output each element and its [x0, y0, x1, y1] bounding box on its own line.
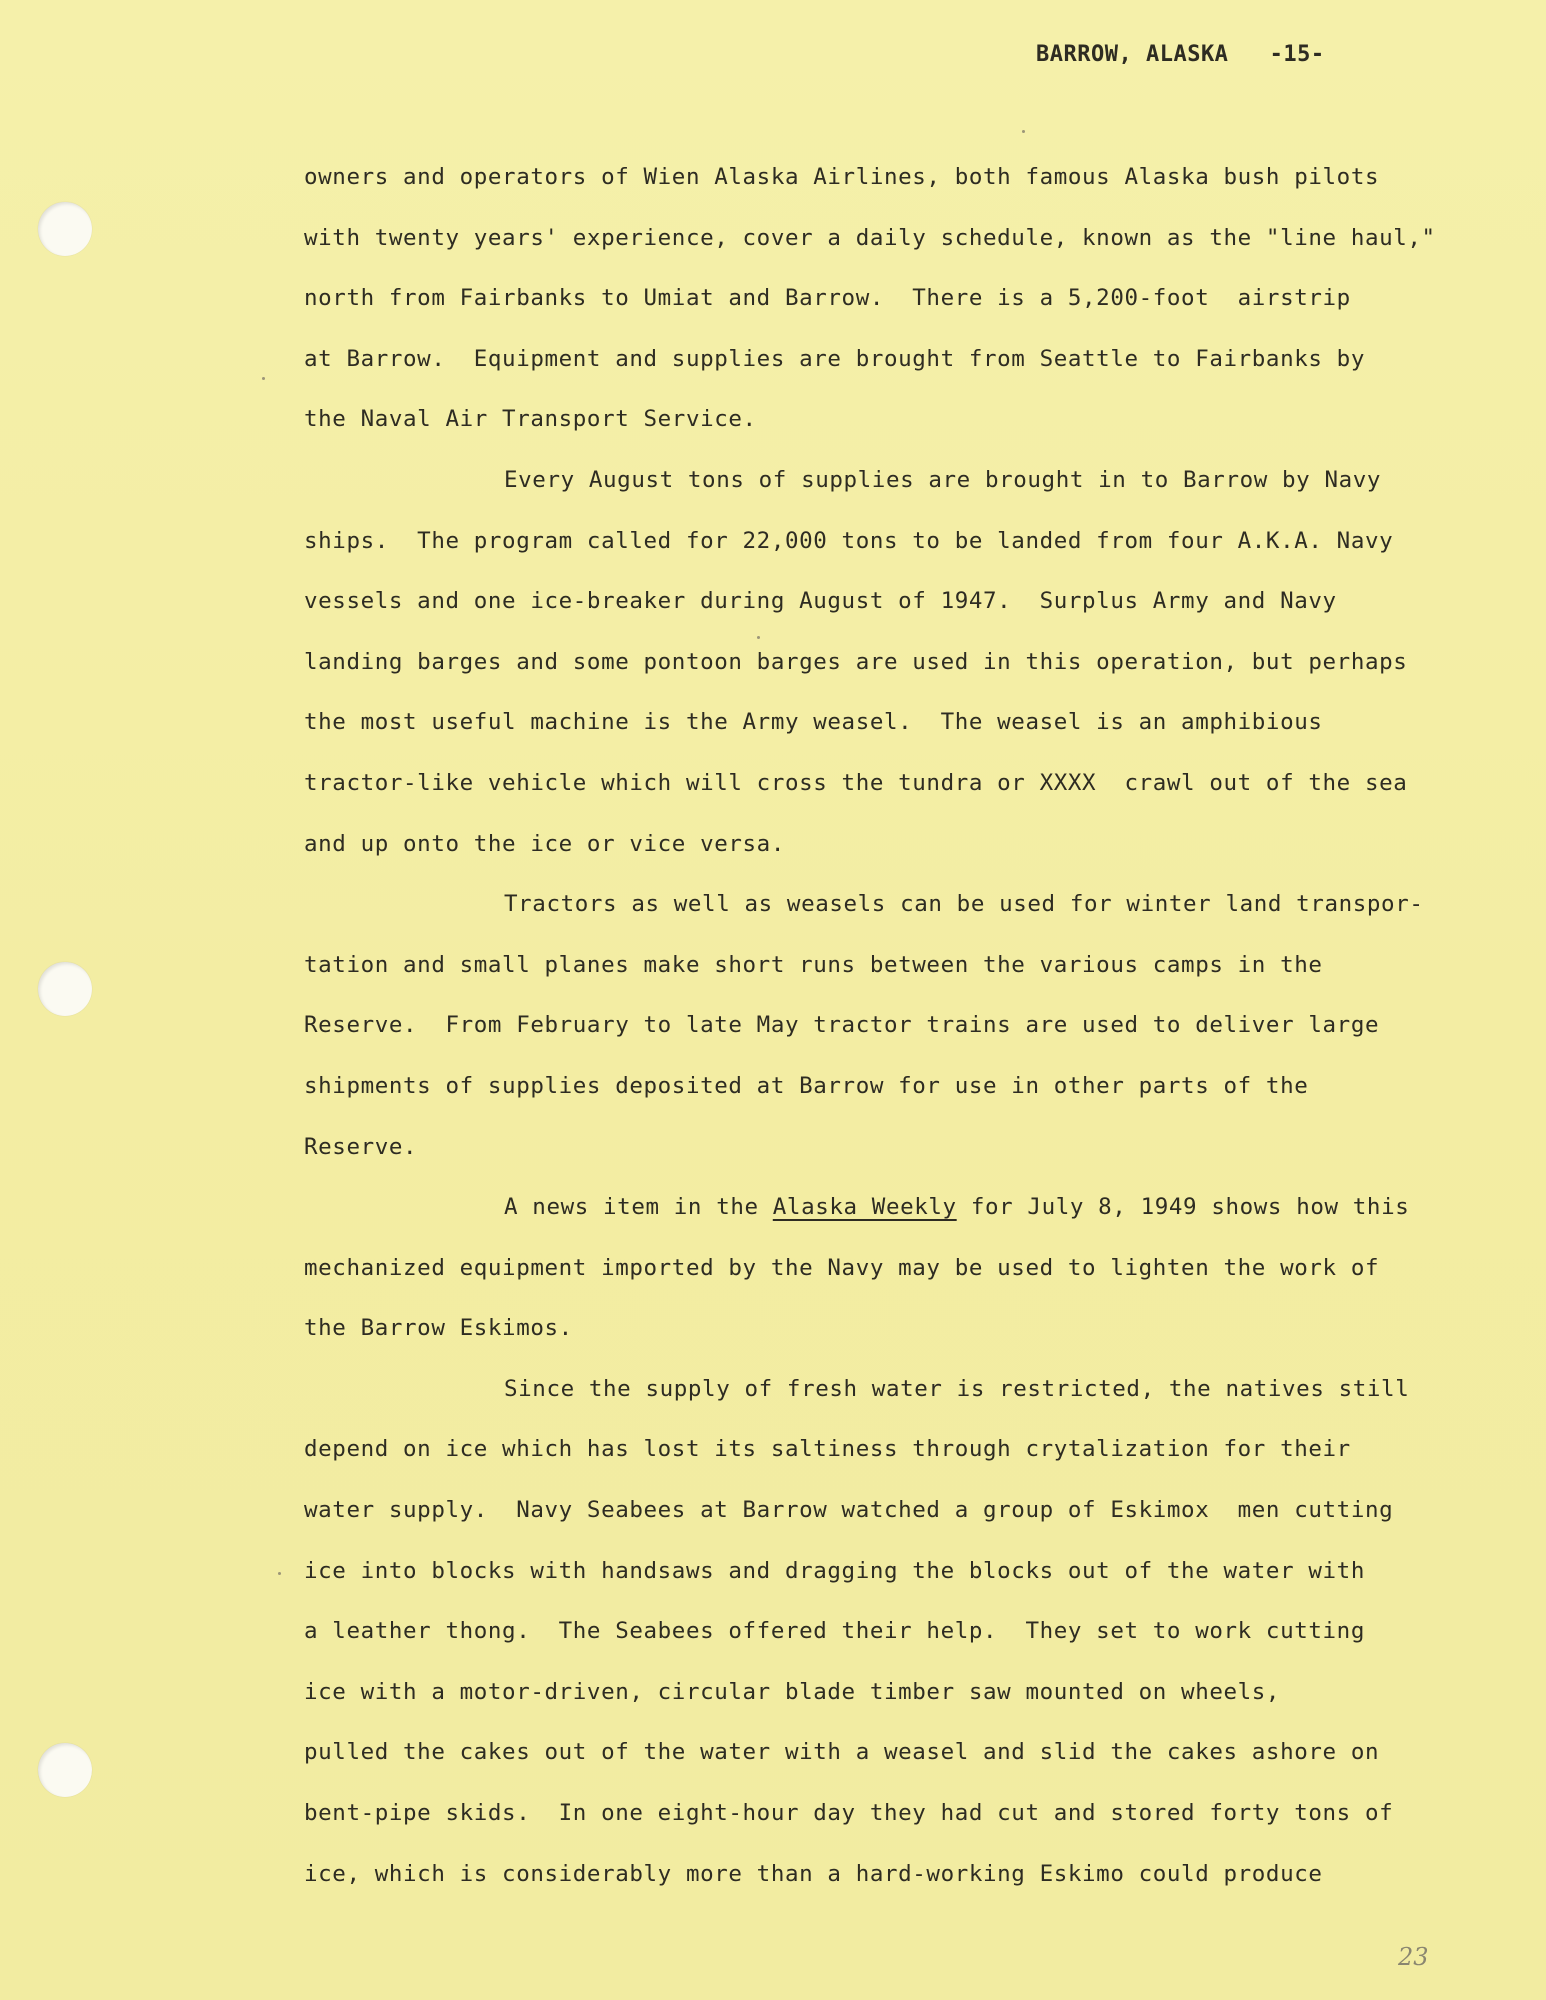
paper-speck: [757, 636, 760, 639]
text-line: depend on ice which has lost its saltiness through crytalization for their: [304, 1436, 1351, 1463]
text-line: Since the supply of fresh water is restricted, the natives still: [504, 1375, 1410, 1402]
text-line: mechanized equipment imported by the Navy may be used to lighten the work of: [304, 1254, 1380, 1281]
text-line: A news item in the Alaska Weekly for July 8, 1949 shows how this: [504, 1194, 1410, 1221]
text-line: ice into blocks with handsaws and dragging the blocks out of the water with: [304, 1557, 1365, 1584]
text-line: landing barges and some pontoon barges are used in this operation, but perhaps: [304, 648, 1408, 675]
text-line: pulled the cakes out of the water with a weasel and slid the cakes ashore on: [304, 1739, 1380, 1766]
text-line: ice with a motor-driven, circular blade timber saw mounted on wheels,: [304, 1678, 1281, 1705]
paper-speck: [1022, 130, 1025, 133]
text-line: bent-pipe skids. In one eight-hour day they had cut and stored forty tons of: [304, 1800, 1394, 1827]
paper-speck: [278, 1572, 281, 1575]
paper-speck: [262, 377, 265, 380]
text-line: Every August tons of supplies are brought in to Barrow by Navy: [504, 466, 1382, 493]
text-line: shipments of supplies deposited at Barrow for use in other parts of the: [304, 1072, 1309, 1099]
paragraph: [304, 1369, 1504, 1914]
text-line: owners and operators of Wien Alaska Airlines, both famous Alaska bush pilots: [304, 164, 1380, 190]
text-line: water supply. Navy Seabees at Barrow watched a group of Eskimox men cutting: [304, 1497, 1394, 1524]
text-line: tation and small planes make short runs between the various camps in the: [304, 951, 1323, 978]
text-line: the Naval Air Transport Service.: [304, 406, 757, 433]
punch-hole-middle: [38, 962, 92, 1016]
body-text: [304, 157, 1504, 1914]
page-header: BARROW, ALASKA -15-: [1036, 42, 1325, 67]
handwritten-page-mark: 23: [1398, 1943, 1429, 1971]
paragraph: [304, 460, 1504, 884]
text-line: ships. The program called for 22,000 tons to be landed from four A.K.A. Navy: [304, 527, 1394, 554]
text-line: Reserve.: [304, 1133, 418, 1160]
text-line: the Barrow Eskimos.: [304, 1315, 573, 1342]
text-line: Tractors as well as weasels can be used for winter land transpor-: [504, 891, 1424, 918]
paragraph: [304, 1187, 1504, 1369]
punch-hole-top: [38, 202, 92, 256]
text-line: with twenty years' experience, cover a daily schedule, known as the "line haul,": [304, 224, 1436, 251]
text-line: the most useful machine is the Army weasel. The weasel is an amphibious: [304, 709, 1323, 736]
text-line: Reserve. From February to late May tractor trains are used to deliver large: [304, 1012, 1380, 1039]
text-line: north from Fairbanks to Umiat and Barrow. There is a 5,200-foot airstrip: [304, 285, 1351, 312]
paragraph: [304, 157, 1504, 460]
text-line: vessels and one ice-breaker during August of 1947. Surplus Army and Navy: [304, 588, 1337, 615]
paragraph: [304, 884, 1504, 1187]
text-line: and up onto the ice or vice versa.: [304, 830, 785, 857]
text-line: tractor-like vehicle which will cross the tundra or XXXX crawl out of the sea: [304, 769, 1408, 796]
underlined-title: Alaska Weekly: [772, 1194, 957, 1221]
text-line: at Barrow. Equipment and supplies are brought from Seattle to Fairbanks by: [304, 345, 1365, 372]
text-line: ice, which is considerably more than a hard-working Eskimo could produce: [304, 1860, 1323, 1887]
text-line: a leather thong. The Seabees offered their help. They set to work cutting: [304, 1618, 1365, 1645]
punch-hole-bottom: [38, 1743, 92, 1797]
